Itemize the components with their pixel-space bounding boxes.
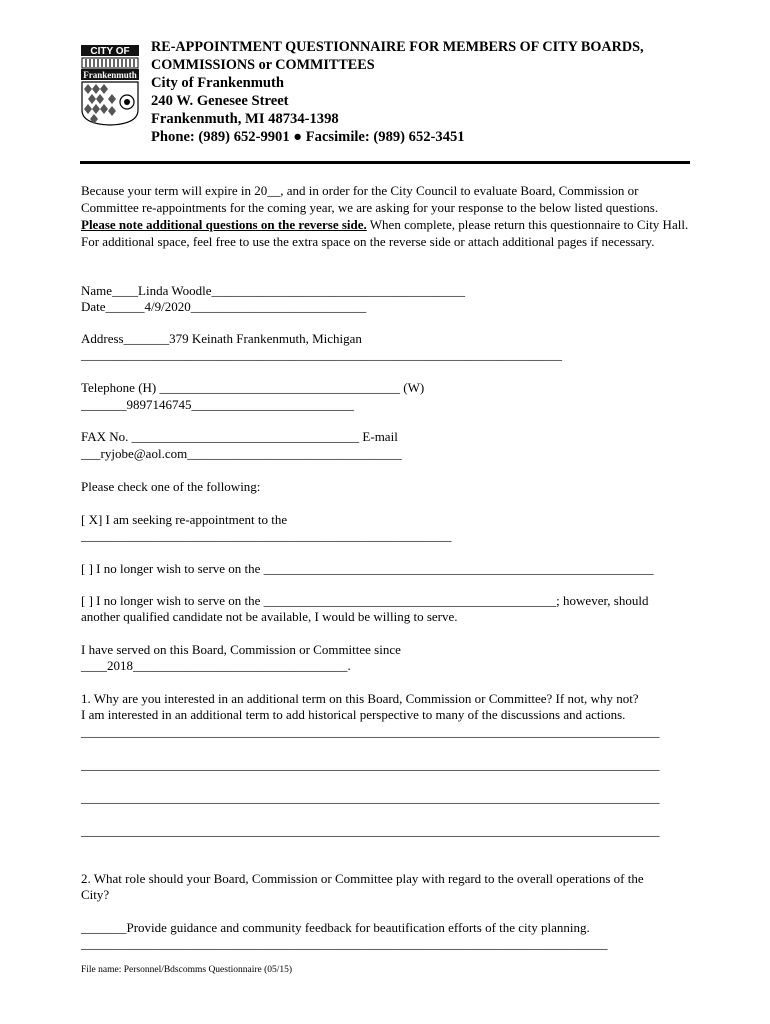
date-field[interactable]: Date______4/9/2020___________________________ <box>81 299 367 314</box>
header-divider <box>80 161 690 164</box>
city-state-zip: Frankenmuth, MI 48734-1398 <box>151 111 339 127</box>
answer-1-line[interactable]: _________________________________________________________________________________________ <box>81 724 660 739</box>
answer-1-line[interactable]: _________________________________________________________________________________________ <box>81 823 660 838</box>
question-2: 2. What role should your Board, Commission or Committee play with regard to the overall operations of the <box>81 871 644 886</box>
answer-2[interactable]: _______Provide guidance and community feedback for beautification efforts of the city planning. <box>81 920 590 935</box>
svg-text:Frankenmuth: Frankenmuth <box>83 70 137 80</box>
name-field[interactable]: Name____Linda Woodle_______________________________________ <box>81 283 465 298</box>
file-name-footer: File name: Personnel/Bdscomms Questionnaire (05/15) <box>81 965 293 975</box>
city-logo <box>80 44 140 126</box>
telephone-value[interactable]: _______9897146745_________________________ <box>81 397 354 412</box>
served-since-label: I have served on this Board, Commission or Committee since <box>81 642 401 657</box>
city-name: City of Frankenmuth <box>151 75 284 91</box>
answer-2-line[interactable]: _________________________________________________________________________________ <box>81 936 608 951</box>
street-address: 240 W. Genesee Street <box>151 93 289 109</box>
svg-text:CITY OF: CITY OF <box>90 46 130 57</box>
address-field[interactable]: Address_______379 Keinath Frankenmuth, Michigan <box>81 331 362 346</box>
option-reappointment[interactable]: [ X] I am seeking re-appointment to the <box>81 512 288 527</box>
answer-1-line[interactable]: _________________________________________________________________________________________ <box>81 790 660 805</box>
served-since-value[interactable]: ____2018_________________________________. <box>81 658 351 673</box>
question-2-cont: City? <box>81 887 110 902</box>
check-prompt: Please check one of the following: <box>81 479 261 494</box>
option-no-longer-serve[interactable]: [ ] I no longer wish to serve on the ____________________________________________________________ <box>81 561 654 576</box>
letterhead <box>151 38 644 146</box>
answer-1-line[interactable]: _________________________________________________________________________________________ <box>81 757 660 772</box>
form-title-line1: RE-APPOINTMENT QUESTIONNAIRE FOR MEMBERS OF CITY BOARDS, <box>151 39 644 55</box>
question-1: 1. Why are you interested in an additional term on this Board, Commission or Committee? If not, why not? <box>81 691 639 706</box>
option-willing-to-serve[interactable]: [ ] I no longer wish to serve on the _____________________________________________; however, should <box>81 593 649 608</box>
option-willing-to-serve-cont: another qualified candidate not be available, I would be willing to serve. <box>81 609 458 624</box>
email-field[interactable]: ___ryjobe@aol.com_________________________________ <box>81 446 402 461</box>
fax-field[interactable]: FAX No. ___________________________________ E-mail <box>81 429 398 444</box>
intro-text-1: Because your term will expire in 20__, and in order for the City Council to evaluate Board, Commission or Committee re-appointments for the coming year, we are asking for your response to the below listed questions. <box>81 183 659 215</box>
intro-paragraph <box>81 182 691 250</box>
answer-1[interactable]: I am interested in an additional term to add historical perspective to many of the discussions and actions. <box>81 707 626 722</box>
phone-fax: Phone: (989) 652-9901 ● Facsimile: (989) 652-3451 <box>151 129 465 145</box>
option-reappointment-line[interactable]: _________________________________________________________ <box>81 528 452 543</box>
address-line-2[interactable]: __________________________________________________________________________ <box>81 347 562 362</box>
intro-highlight: Please note additional questions on the reverse side. <box>81 217 367 232</box>
telephone-field[interactable]: Telephone (H) _____________________________________ (W) <box>81 380 425 395</box>
intro-text-2: When complete, please return this questionnaire to City Hall. For additional space, feel free to use the extra space on the reverse side or attach additional pages if necessary. <box>81 217 689 249</box>
form-title-line2: COMMISSIONS or COMMITTEES <box>151 57 375 73</box>
